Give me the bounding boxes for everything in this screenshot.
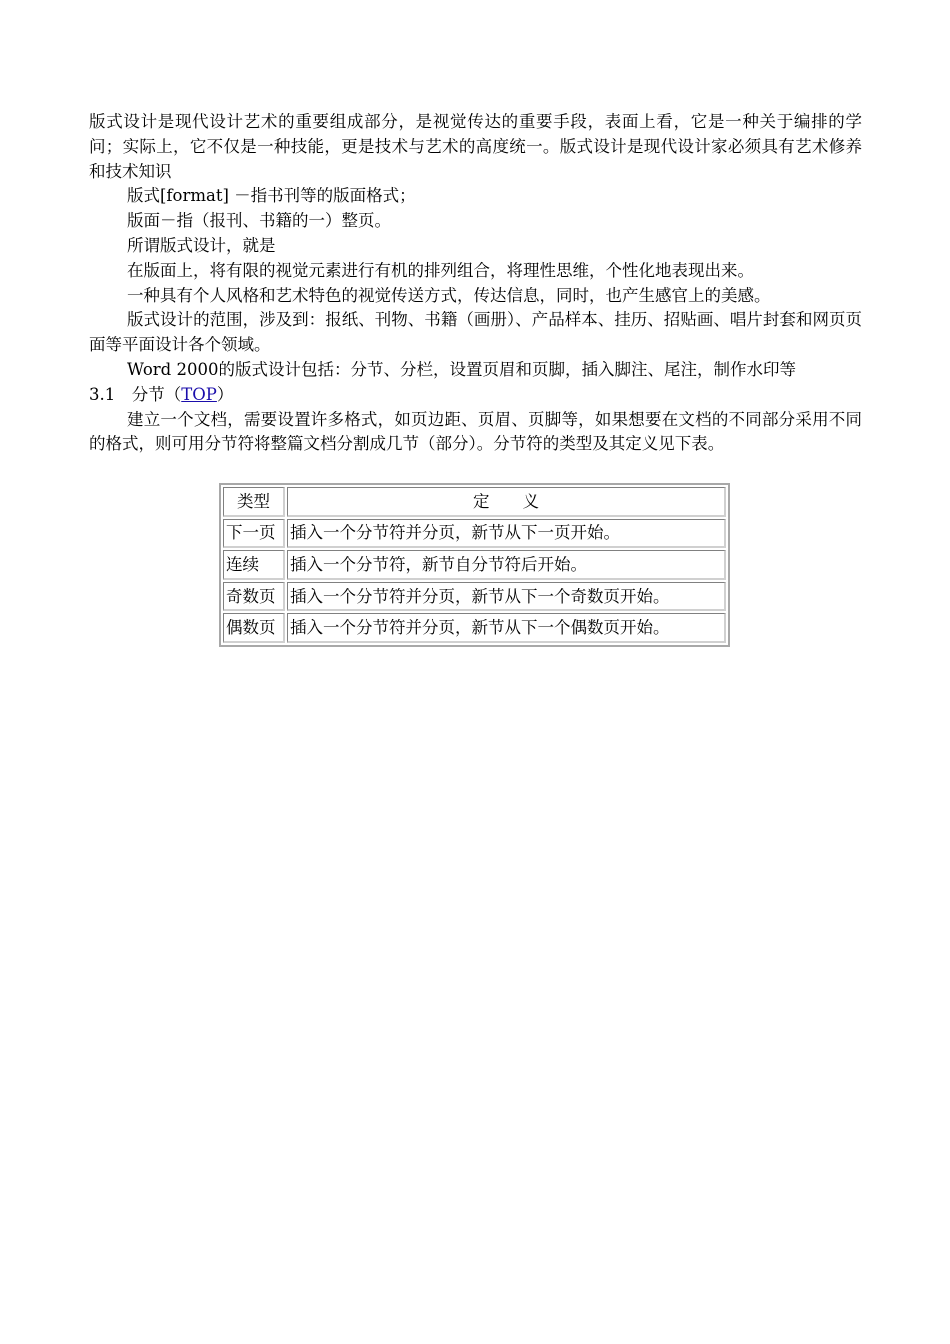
section-heading (89, 383, 862, 408)
paragraph-section-intro: 建立一个文档，需要设置许多格式，如页边距、页眉、页脚等，如果想要在文档的不同部分采用不同的格式，则可用分节符将整篇文档分割成几节（部分）。分节符的类型及其定义见下表。 (89, 409, 862, 454)
paragraph-format-definition: 版式[format] －指书刊等的版面格式； (127, 186, 416, 206)
table-cell-definition: 插入一个分节符，新节自分节符后开始。 (287, 550, 726, 580)
top-link[interactable]: TOP (181, 384, 217, 404)
table-row (223, 519, 726, 549)
table-header-type: 类型 (223, 487, 285, 517)
table-cell-type: 下一页 (223, 519, 285, 549)
table-row (223, 582, 726, 612)
table-header-definition: 定 义 (287, 487, 726, 517)
table-cell-type: 偶数页 (223, 613, 285, 643)
section-break-table-frame (219, 483, 730, 647)
table-cell-type: 连续 (223, 550, 285, 580)
paragraph-on-page: 在版面上，将有限的视觉元素进行有机的排列组合，将理性思维，个性化地表现出来。 (127, 260, 754, 280)
paragraph-intro: 版式设计是现代设计艺术的重要组成部分，是视觉传达的重要手段，表面上看，它是一种关于编排的学问；实际上，它不仅是一种技能，更是技术与艺术的高度统一。版式设计是现代设计家必须具有艺术修养和技术知识 (89, 112, 862, 181)
paragraph-page-definition: 版面－指（报刊、书籍的一）整页。 (127, 211, 391, 231)
table-cell-type: 奇数页 (223, 582, 285, 612)
table-header-row (223, 487, 726, 517)
document-body (89, 110, 862, 457)
paragraph-word2000: Word 2000的版式设计包括：分节、分栏，设置页眉和页脚，插入脚注、尾注，制作水印等 (127, 359, 796, 379)
table-row (223, 550, 726, 580)
table-cell-definition: 插入一个分节符并分页，新节从下一个奇数页开始。 (287, 582, 726, 612)
section-heading-prefix: 3.1 分节（ (89, 384, 182, 404)
table-cell-definition: 插入一个分节符并分页，新节从下一页开始。 (287, 519, 726, 549)
paragraph-style-method: 一种具有个人风格和艺术特色的视觉传送方式，传达信息，同时，也产生感官上的美感。 (127, 285, 771, 305)
paragraph-scope: 版式设计的范围，涉及到：报纸、刊物、书籍（画册）、产品样本、挂历、招贴画、唱片封套和网页页面等平面设计各个领域。 (89, 310, 862, 355)
table-row (223, 613, 726, 643)
section-heading-suffix: ） (216, 384, 234, 404)
section-break-table (221, 485, 728, 645)
paragraph-so-called: 所谓版式设计，就是 (127, 235, 276, 255)
table-cell-definition: 插入一个分节符并分页，新节从下一个偶数页开始。 (287, 613, 726, 643)
